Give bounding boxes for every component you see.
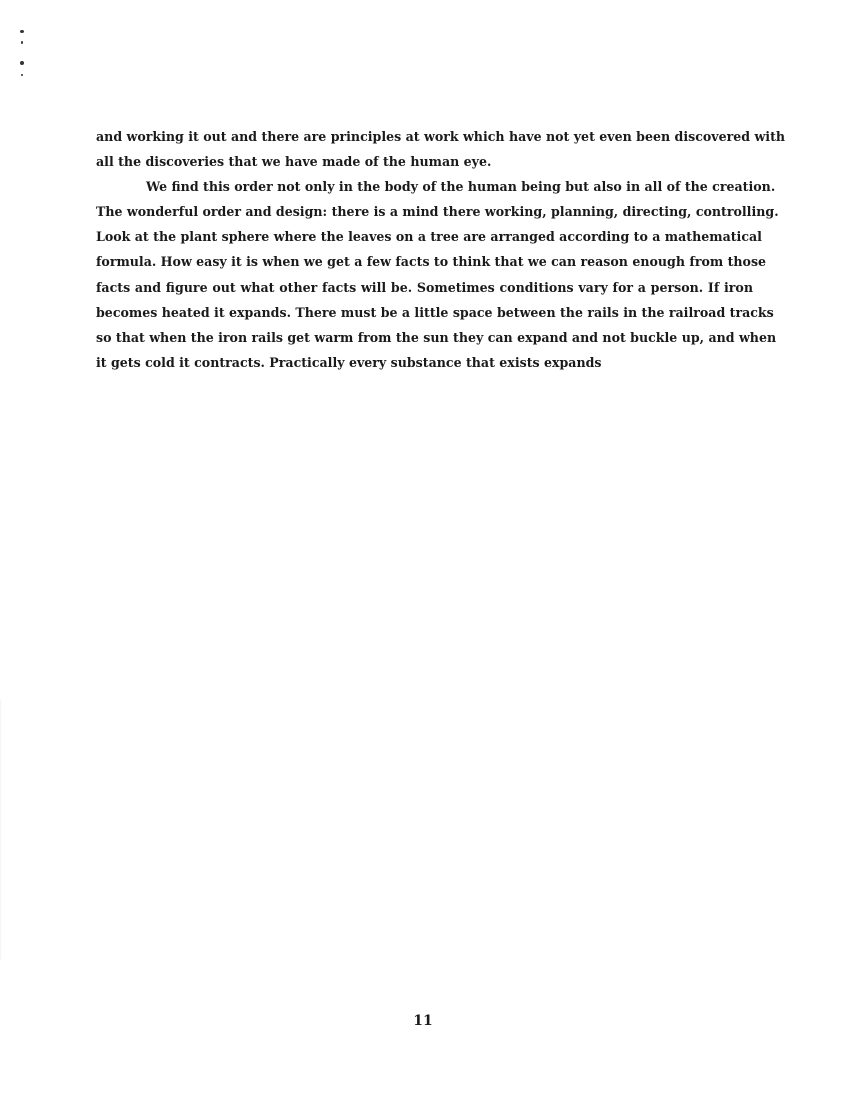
text-line: so that when the iron rails get warm from the sun they can expand and not buckle up, and when — [96, 329, 777, 345]
text-line: it gets cold it contracts. Practically every substance that exists expands — [96, 354, 602, 370]
paragraph-1 — [96, 124, 786, 174]
page-number: 11 — [413, 1013, 433, 1029]
text-line: Look at the plant sphere where the leaves on a tree are arranged according to a mathematical — [96, 229, 762, 245]
scan-speck — [20, 61, 24, 65]
scan-speck — [21, 41, 23, 44]
text-line: and working it out and there are principles at work which have not yet even been discovered with — [96, 129, 786, 144]
body-text — [96, 124, 786, 375]
text-line: We find this order not only in the body of the human being but also in all of the creation. — [146, 179, 776, 195]
scan-speck — [20, 30, 24, 33]
text-line: formula. How easy it is when we get a few facts to think that we can reason enough from those — [96, 254, 767, 270]
text-line: facts and figure out what other facts will be. Sometimes conditions vary for a person. If iron — [96, 279, 753, 295]
text-line: The wonderful order and design: there is a mind there working, planning, directing, controlling. — [96, 204, 779, 220]
text-line: becomes heated it expands. There must be a little space between the rails in the railroad tracks — [96, 304, 774, 320]
scan-edge-shadow — [0, 700, 2, 960]
text-line: all the discoveries that we have made of the human eye. — [96, 154, 492, 170]
scan-speck — [21, 74, 23, 76]
paragraph-2 — [96, 174, 779, 375]
